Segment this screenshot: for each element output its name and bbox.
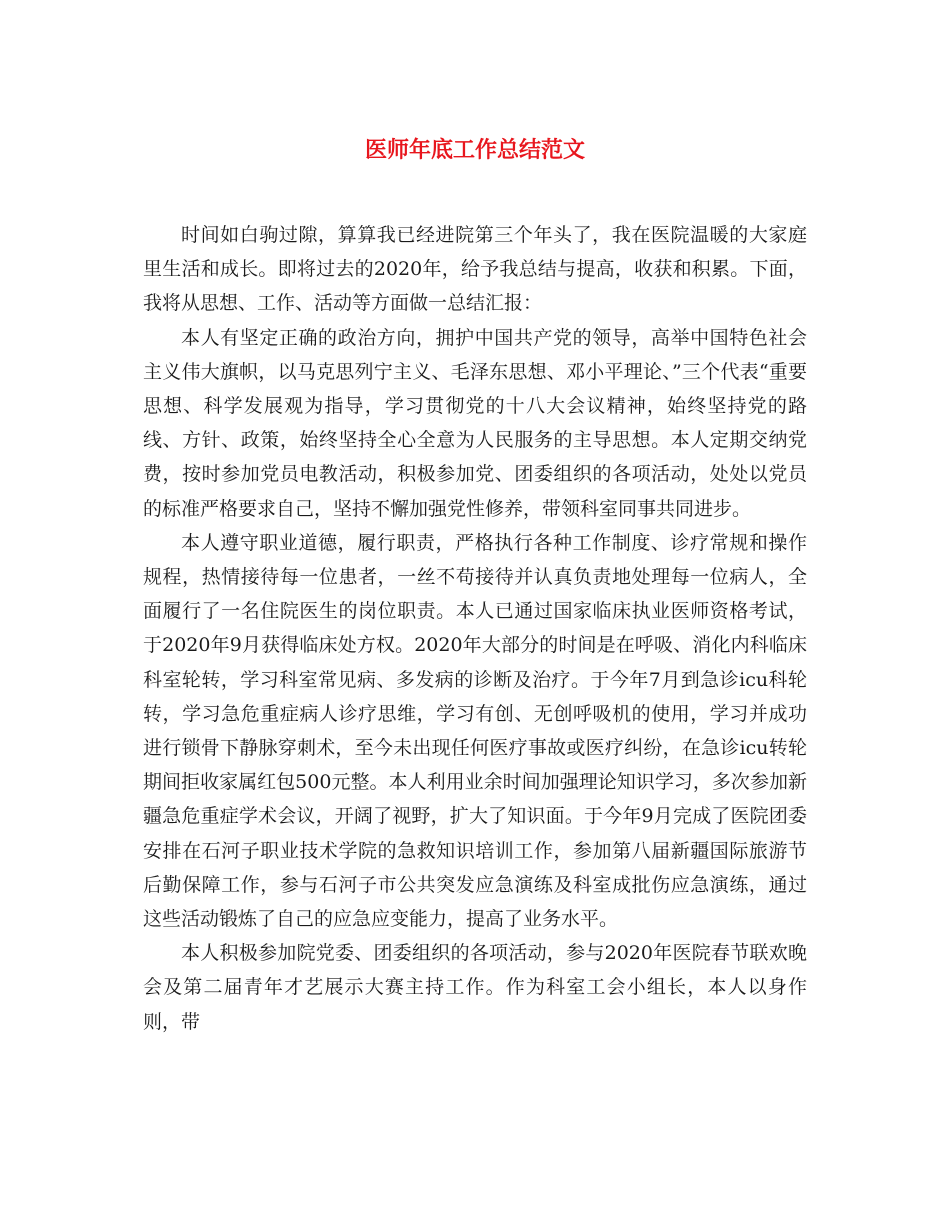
paragraph-work: 本人遵守职业道德，履行职责，严格执行各种工作制度、诊疗常规和操作规程，热情接待每一位患者，一丝不苟接待并认真负责地处理每一位病人，全面履行了一名住院医生的岗位职责。本人已通过国家临床执业医师资格考试，于2020年9月获得临床处方权。2020年大部分的时间是在呼吸、消化内科临床科室轮转，学习科室常见病、多发病的诊断及治疗。于今年7月到急诊icu科轮转，学习急危重症病人诊疗思维，学习有创、无创呼吸机的使用，学习并成功进行锁骨下静脉穿刺术，至今未出现任何医疗事故或医疗纠纷，在急诊icu转轮期间拒收家属红包500元整。本人利用业余时间加强理论知识学习，多次参加新疆急危重症学术会议，开阔了视野，扩大了知识面。于今年9月完成了医院团委安排在石河子职业技术学院的急救知识培训工作，参加第八届新疆国际旅游节后勤保障工作，参与石河子市公共突发应急演练及科室成批伤应急演练，通过这些活动锻炼了自己的应急应变能力，提高了业务水平。 <box>143 531 807 931</box>
paragraph-activities: 本人积极参加院党委、团委组织的各项活动，参与2020年医院春节联欢晚会及第二届青年才艺展示大赛主持工作。作为科室工会小组长，本人以身作则，带 <box>143 942 807 1033</box>
document-body <box>143 218 807 1039</box>
paragraph-intro: 时间如白驹过隙，算算我已经进院第三个年头了，我在医院温暖的大家庭里生活和成长。即将过去的2020年，给予我总结与提高，收获和积累。下面，我将从思想、工作、活动等方面做一总结汇报： <box>143 224 807 315</box>
document-title: 医师年底工作总结范文 <box>364 137 585 163</box>
paragraph-political: 本人有坚定正确的政治方向，拥护中国共产党的领导，高举中国特色社会主义伟大旗帜，以马克思列宁主义、毛泽东思想、邓小平理论、”三个代表“重要思想、科学发展观为指导，学习贯彻党的十八大会议精神，始终坚持党的路线、方针、政策，始终坚持全心全意为人民服务的主导思想。本人定期交纳党费，按时参加党员电教活动，积极参加党、团委组织的各项活动，处处以党员的标准严格要求自己，坚持不懈加强党性修养，带领科室同事共同进步。 <box>143 326 807 520</box>
